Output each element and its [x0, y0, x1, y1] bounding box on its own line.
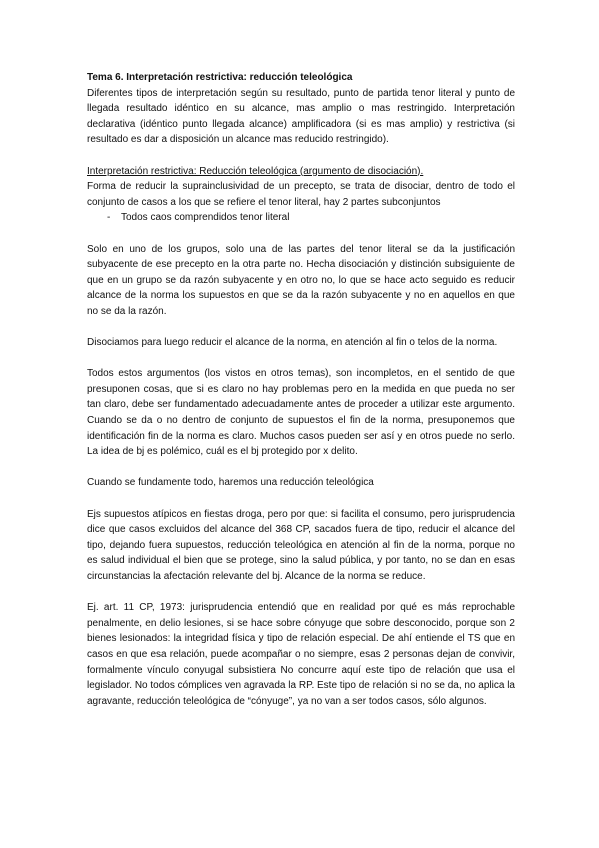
section-intro-paragraph: Forma de reducir la suprainclusividad de un precepto, se trata de disociar, dentro de todo el conjunto de casos a los que se refiere el tenor literal, hay 2 partes subconjuntos: [87, 181, 515, 208]
body-paragraph: Cuando se fundamente todo, haremos una reducción teleológica: [87, 477, 374, 489]
bullet-list: [87, 210, 515, 226]
body-paragraph: Ej. art. 11 CP, 1973: jurisprudencia entendió que en realidad por qué es más reprochable penalmente, en delio lesiones, si se hace sobre cónyuge que sobre desconocido, porque son 2 bienes lesionados: la integridad física y tipo de relación especial. De ahí entiende el TS que en casos en que esa relación, puede acompañar o no siempre, esas 2 personas dejan de convivir, formalmente vínculo conyugal subsistiera No concurre aquí este tipo de relación que usa el legislador. No todos cómplices ven agravada la RP. Este tipo de relación si no se da, no aplica la agravante, reducción teleológica de “cónyuge”, ya no van a ser todos casos, sólo algunos.: [87, 602, 515, 707]
spacer: [87, 460, 515, 476]
spacer: [87, 148, 515, 164]
spacer: [87, 491, 515, 507]
spacer: [87, 320, 515, 336]
body-paragraph: Solo en uno de los grupos, solo una de las partes del tenor literal se da la justificación subyacente de ese precepto en la otra parte no. Hecha disociación y distinción subsiguiente de que en un grupo se da razón subyacente y en otro no, lo que se hace acto seguido es reducir alcance de la norma los supuestos en que se da la razón subyacente y no en aquellos en que no se da la razón.: [87, 243, 515, 317]
body-paragraph: Todos estos argumentos (los vistos en otros temas), son incompletos, en el sentido de que presuponen cosas, que si es claro no hay problemas pero en la medida en que pueda no ser tan claro, debe ser fundamentado adecuadamente antes de proceder a utilizar este argumento. Cuando se da o no dentro de conjunto de supuestos el fin de la norma, presuponemos que identificación fin de la norma es claro. Muchos casos pueden ser así y en otros puede no serlo. La idea de bj es polémico, cuál es el bj protegido por x delito.: [87, 368, 515, 458]
document-page: [87, 70, 515, 709]
spacer: [87, 351, 515, 367]
intro-paragraph: Diferentes tipos de interpretación según su resultado, punto de partida tenor literal y punto de llegada resultado idéntico en su alcance, mas amplio o mas restringido. Interpretación declarativa (idéntico punto llegada alcance) amplificadora (si es mas amplio) y restrictiva (si resultado es dar a disposición un alcance mas reducido restringido).: [87, 87, 515, 146]
document-title: Tema 6. Interpretación restrictiva: reducción teleológica: [87, 72, 353, 83]
body-paragraph: Disociamos para luego reducir el alcance de la norma, en atención al fin o telos de la norma.: [87, 337, 498, 349]
body-paragraph: Ejs supuestos atípicos en fiestas droga, pero por que: si facilita el consumo, pero jurisprudencia dice que casos excluidos del alcance del 368 CP, sacados fuera de tipo, reducir el alcance del tipo, dejando fuera supuestos, reducción teleológica en atención al fin de la norma, porque no es salud individual el bien que se protege, sino la salud pública, y por tanto, no se dan en esas circunstancias la afectación relevante del bj. Alcance de la norma se reduce.: [87, 508, 515, 582]
section-heading: Interpretación restrictiva: Reducción teleológica (argumento de disociación).: [87, 165, 424, 177]
spacer: [87, 585, 515, 601]
bullet-item: - Todos caos comprendidos tenor literal: [107, 210, 515, 226]
spacer: [87, 226, 515, 242]
